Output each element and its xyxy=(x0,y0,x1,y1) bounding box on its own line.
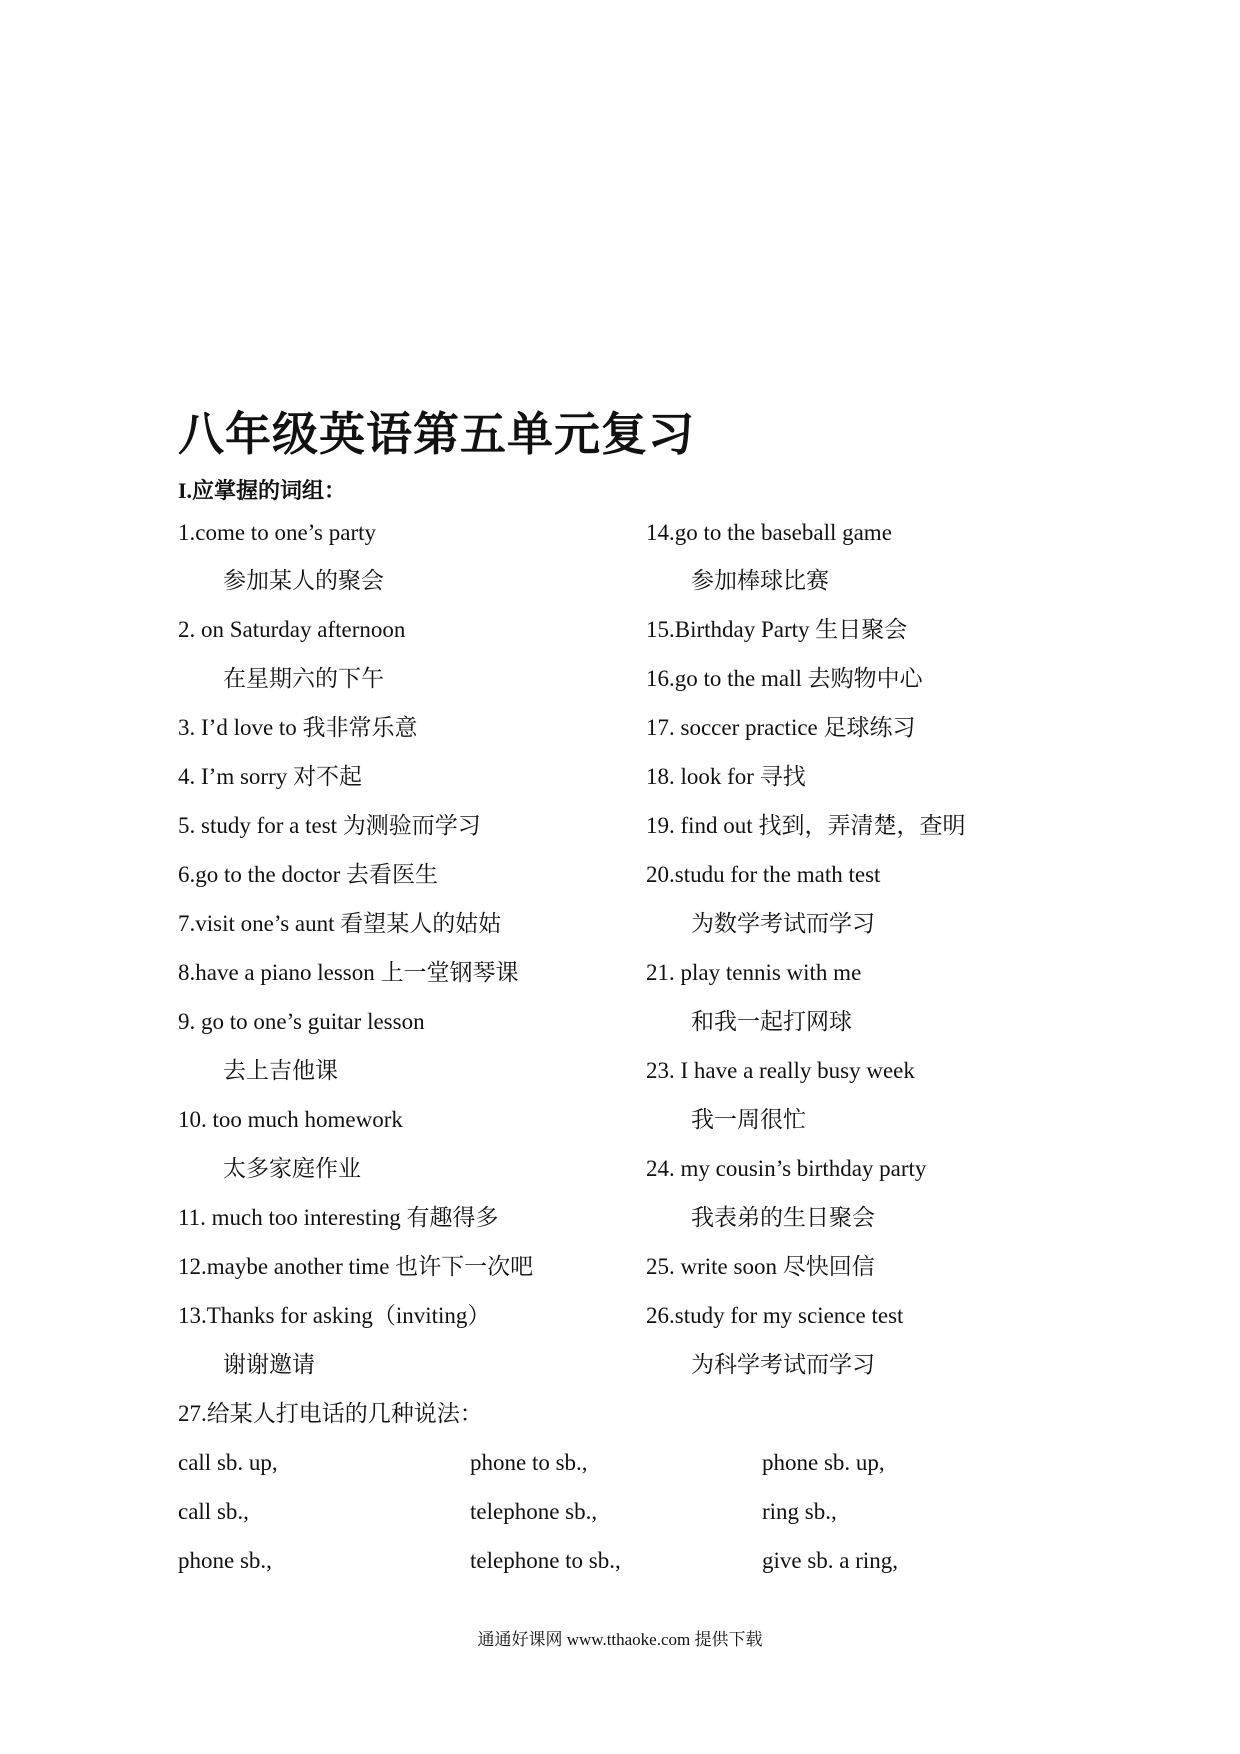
phrase-item: 14.go to the baseball game xyxy=(646,520,892,545)
phrase-item: 17. soccer practice 足球练习 xyxy=(646,715,916,740)
phrase-item: 20.studu for the math test xyxy=(646,862,881,887)
phrase-translation: 太多家庭作业 xyxy=(223,1156,361,1181)
phrase-item: 10. too much homework xyxy=(178,1107,403,1132)
phrase-translation: 我一周很忙 xyxy=(691,1107,806,1132)
phrase-translation: 谢谢邀请 xyxy=(223,1352,315,1377)
phrase-item: 2. on Saturday afternoon xyxy=(178,617,406,642)
section-heading: I.应掌握的词组： xyxy=(178,478,347,503)
phrase-item: 13.Thanks for asking（inviting） xyxy=(178,1303,491,1328)
phone-phrase: phone sb. up, xyxy=(762,1450,885,1475)
document-title: 八年级英语第五单元复习 xyxy=(178,409,695,460)
phrase-item: 11. much too interesting 有趣得多 xyxy=(178,1205,499,1230)
phrase-item: 25. write soon 尽快回信 xyxy=(646,1254,875,1279)
phrase-item: 21. play tennis with me xyxy=(646,960,862,985)
footer-credit: 通通好课网 www.tthaoke.com 提供下载 xyxy=(477,1630,763,1649)
phrase-item: 3. I’d love to 我非常乐意 xyxy=(178,715,418,740)
phrase-item: 12.maybe another time 也许下一次吧 xyxy=(178,1254,534,1279)
phrase-item: 9. go to one’s guitar lesson xyxy=(178,1009,425,1034)
phrase-item: 26.study for my science test xyxy=(646,1303,904,1328)
phrase-translation: 为数学考试而学习 xyxy=(691,911,875,936)
item27-heading: 27.给某人打电话的几种说法： xyxy=(178,1401,483,1426)
phrase-item: 23. I have a really busy week xyxy=(646,1058,915,1083)
phone-phrase: call sb., xyxy=(178,1499,249,1524)
phrase-translation: 我表弟的生日聚会 xyxy=(691,1205,875,1230)
phrase-item: 1.come to one’s party xyxy=(178,520,377,545)
phone-phrase: phone to sb., xyxy=(470,1450,588,1475)
phrase-item: 24. my cousin’s birthday party xyxy=(646,1156,927,1181)
phrase-translation: 参加某人的聚会 xyxy=(223,568,384,593)
phrase-item: 4. I’m sorry 对不起 xyxy=(178,764,362,789)
phrase-item: 15.Birthday Party 生日聚会 xyxy=(646,617,908,642)
phone-phrase: give sb. a ring, xyxy=(762,1548,899,1573)
phrase-translation: 参加棒球比赛 xyxy=(691,568,829,593)
phrase-translation: 和我一起打网球 xyxy=(691,1009,852,1034)
phone-phrase: telephone sb., xyxy=(470,1499,598,1524)
phone-phrase: phone sb., xyxy=(178,1548,272,1573)
phrase-item: 5. study for a test 为测验而学习 xyxy=(178,813,481,838)
phrase-item: 18. look for 寻找 xyxy=(646,764,806,789)
phrase-item: 19. find out 找到，弄清楚，查明 xyxy=(646,813,966,838)
phrase-translation: 为科学考试而学习 xyxy=(691,1352,875,1377)
phone-phrase: telephone to sb., xyxy=(470,1548,621,1573)
phrase-item: 16.go to the mall 去购物中心 xyxy=(646,666,923,691)
phrase-translation: 在星期六的下午 xyxy=(223,666,384,691)
phone-phrase: call sb. up, xyxy=(178,1450,278,1475)
phrase-item: 7.visit one’s aunt 看望某人的姑姑 xyxy=(178,911,502,936)
phone-phrase: ring sb., xyxy=(762,1499,837,1524)
phrase-translation: 去上吉他课 xyxy=(223,1058,338,1083)
phrase-item: 8.have a piano lesson 上一堂钢琴课 xyxy=(178,960,519,985)
phrase-item: 6.go to the doctor 去看医生 xyxy=(178,862,438,887)
